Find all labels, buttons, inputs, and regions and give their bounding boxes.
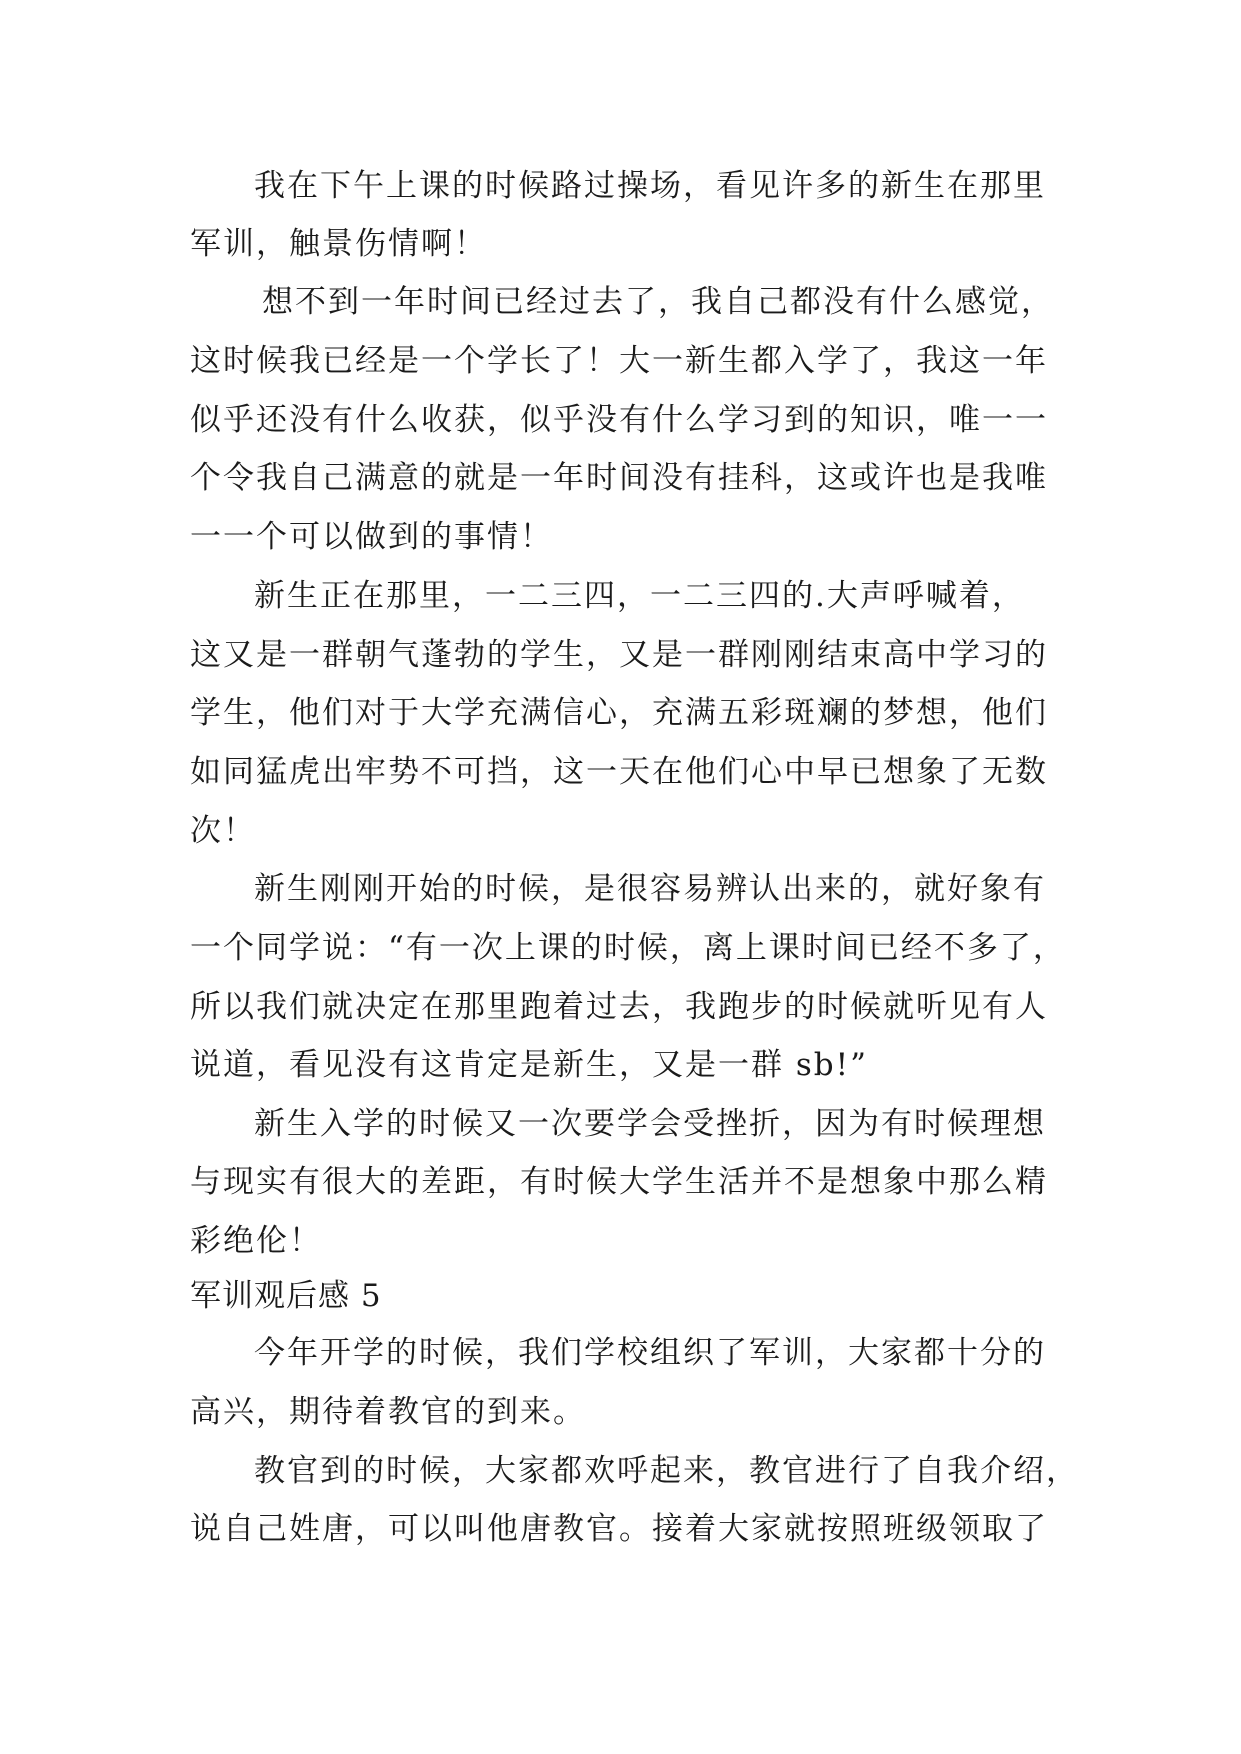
paragraph-line: 彩绝伦！ xyxy=(190,1223,322,1259)
paragraph-line: 如同猛虎出牢势不可挡，这一天在他们心中早已想象了无数 xyxy=(190,754,1048,790)
paragraph-line: 说自己姓唐，可以叫他唐教官。接着大家就按照班级领取了 xyxy=(190,1511,1048,1547)
paragraph-line: 我在下午上课的时候路过操场，看见许多的新生在那里 xyxy=(254,168,1046,204)
paragraph-line: 一一个可以做到的事情！ xyxy=(190,519,553,555)
paragraph-line: 新生正在那里，一二三四，一二三四的.大声呼喊着， xyxy=(254,578,1025,614)
paragraph-line: 一个同学说：“有一次上课的时候，离上课时间已经不多了， xyxy=(190,930,1066,966)
paragraph-line: 这时候我已经是一个学长了！大一新生都入学了，我这一年 xyxy=(190,343,1048,379)
paragraph-line: 个令我自己满意的就是一年时间没有挂科，这或许也是我唯 xyxy=(190,460,1048,496)
paragraph-line: 次！ xyxy=(190,813,256,849)
paragraph-line: 所以我们就决定在那里跑着过去，我跑步的时候就听见有人 xyxy=(190,989,1048,1025)
paragraph-line: 想不到一年时间已经过去了，我自己都没有什么感觉， xyxy=(262,284,1054,320)
paragraph-line: 与现实有很大的差距，有时候大学生活并不是想象中那么精 xyxy=(190,1164,1048,1200)
paragraph-line: 说道，看见没有这肯定是新生，又是一群 sb!” xyxy=(190,1047,868,1083)
paragraph-line: 高兴，期待着教官的到来。 xyxy=(190,1394,586,1430)
paragraph-line: 这又是一群朝气蓬勃的学生，又是一群刚刚结束高中学习的 xyxy=(190,637,1048,673)
paragraph-line: 军训，触景伤情啊！ xyxy=(190,226,487,262)
paragraph-line: 似乎还没有什么收获，似乎没有什么学习到的知识，唯一一 xyxy=(190,402,1048,438)
paragraph-line: 教官到的时候，大家都欢呼起来，教官进行了自我介绍， xyxy=(254,1453,1079,1489)
paragraph-line: 今年开学的时候，我们学校组织了军训，大家都十分的 xyxy=(254,1335,1046,1371)
paragraph-line: 新生入学的时候又一次要学会受挫折，因为有时候理想 xyxy=(254,1106,1046,1142)
paragraph-line: 学生，他们对于大学充满信心，充满五彩斑斓的梦想，他们 xyxy=(190,695,1048,731)
section-heading: 军训观后感 5 xyxy=(190,1278,382,1314)
paragraph-line: 新生刚刚开始的时候，是很容易辨认出来的，就好象有 xyxy=(254,871,1046,907)
